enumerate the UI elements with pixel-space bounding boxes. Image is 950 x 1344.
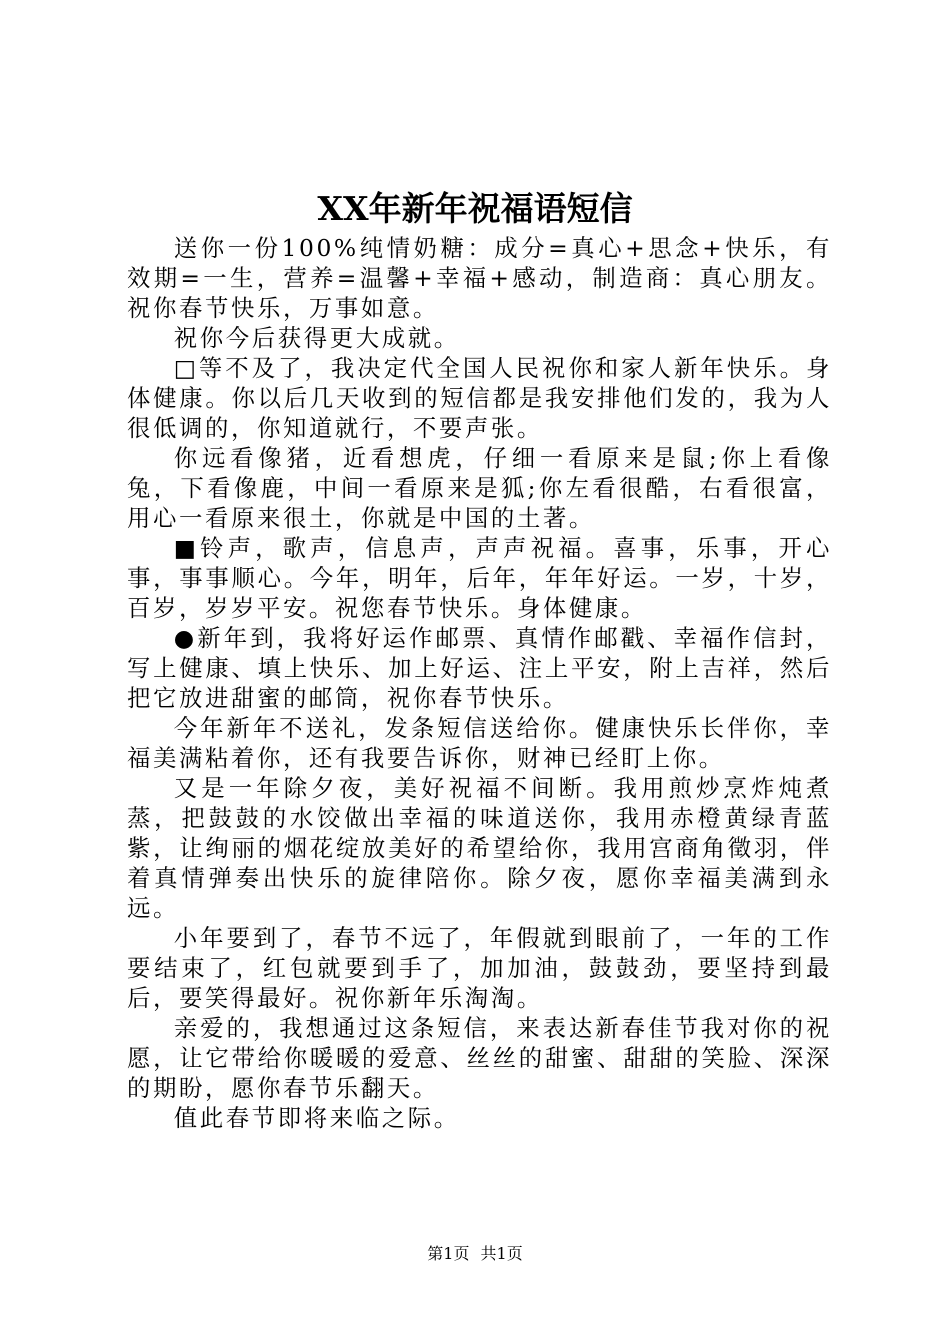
page-total: 共1页 [480, 1244, 523, 1263]
paragraph: ●新年到，我将好运作邮票、真情作邮戳、幸福作信封，写上健康、填上快乐、加上好运、注上平安，附上吉祥，然后把它放进甜蜜的邮筒，祝你春节快乐。 [127, 624, 832, 712]
paragraph: 今年新年不送礼，发条短信送给你。健康快乐长伴你，幸福美满粘着你，还有我要告诉你，财神已经盯上你。 [127, 714, 832, 772]
paragraph: 又是一年除夕夜，美好祝福不间断。我用煎炒烹炸炖煮蒸，把鼓鼓的水饺做出幸福的味道送你，我用赤橙黄绿青蓝紫，让绚丽的烟花绽放美好的希望给你，我用宫商角徵羽，伴着真情弹奏出快乐的旋律陪你。除夕夜，愿你幸福美满到永远。 [127, 774, 832, 922]
paragraph: 值此春节即将来临之际。 [173, 1104, 460, 1132]
paragraph: □等不及了，我决定代全国人民祝你和家人新年快乐。身体健康。你以后几天收到的短信都是我安排他们发的，我为人很低调的，你知道就行，不要声张。 [127, 354, 832, 442]
paragraph: 你远看像猪，近看想虎，仔细一看原来是鼠;你上看像兔，下看像鹿，中间一看原来是狐;你左看很酷，右看很富，用心一看原来很土，你就是中国的土著。 [127, 444, 832, 532]
paragraph: 祝你今后获得更大成就。 [173, 324, 460, 352]
paragraph: 送你一份100%纯情奶糖：成分=真心+思念+快乐，有效期=一生，营养=温馨+幸福+感动，制造商：真心朋友。祝你春节快乐，万事如意。 [127, 234, 832, 322]
paragraph: 亲爱的，我想通过这条短信，来表达新春佳节我对你的祝愿，让它带给你暖暖的爱意、丝丝的甜蜜、甜甜的笑脸、深深的期盼，愿你春节乐翻天。 [127, 1014, 832, 1102]
paragraph: 小年要到了，春节不远了，年假就到眼前了，一年的工作要结束了，红包就要到手了，加加油，鼓鼓劲，要坚持到最后，要笑得最好。祝你新年乐淘淘。 [127, 924, 832, 1012]
paragraph: ■铃声，歌声，信息声，声声祝福。喜事，乐事，开心事，事事顺心。今年，明年，后年，年年好运。一岁，十岁，百岁，岁岁平安。祝您春节快乐。身体健康。 [127, 534, 832, 622]
document-title: XX年新年祝福语短信 [317, 189, 633, 228]
document-body [127, 233, 832, 1133]
page-footer [0, 1242, 950, 1266]
page-number: 第1页 [427, 1244, 470, 1263]
